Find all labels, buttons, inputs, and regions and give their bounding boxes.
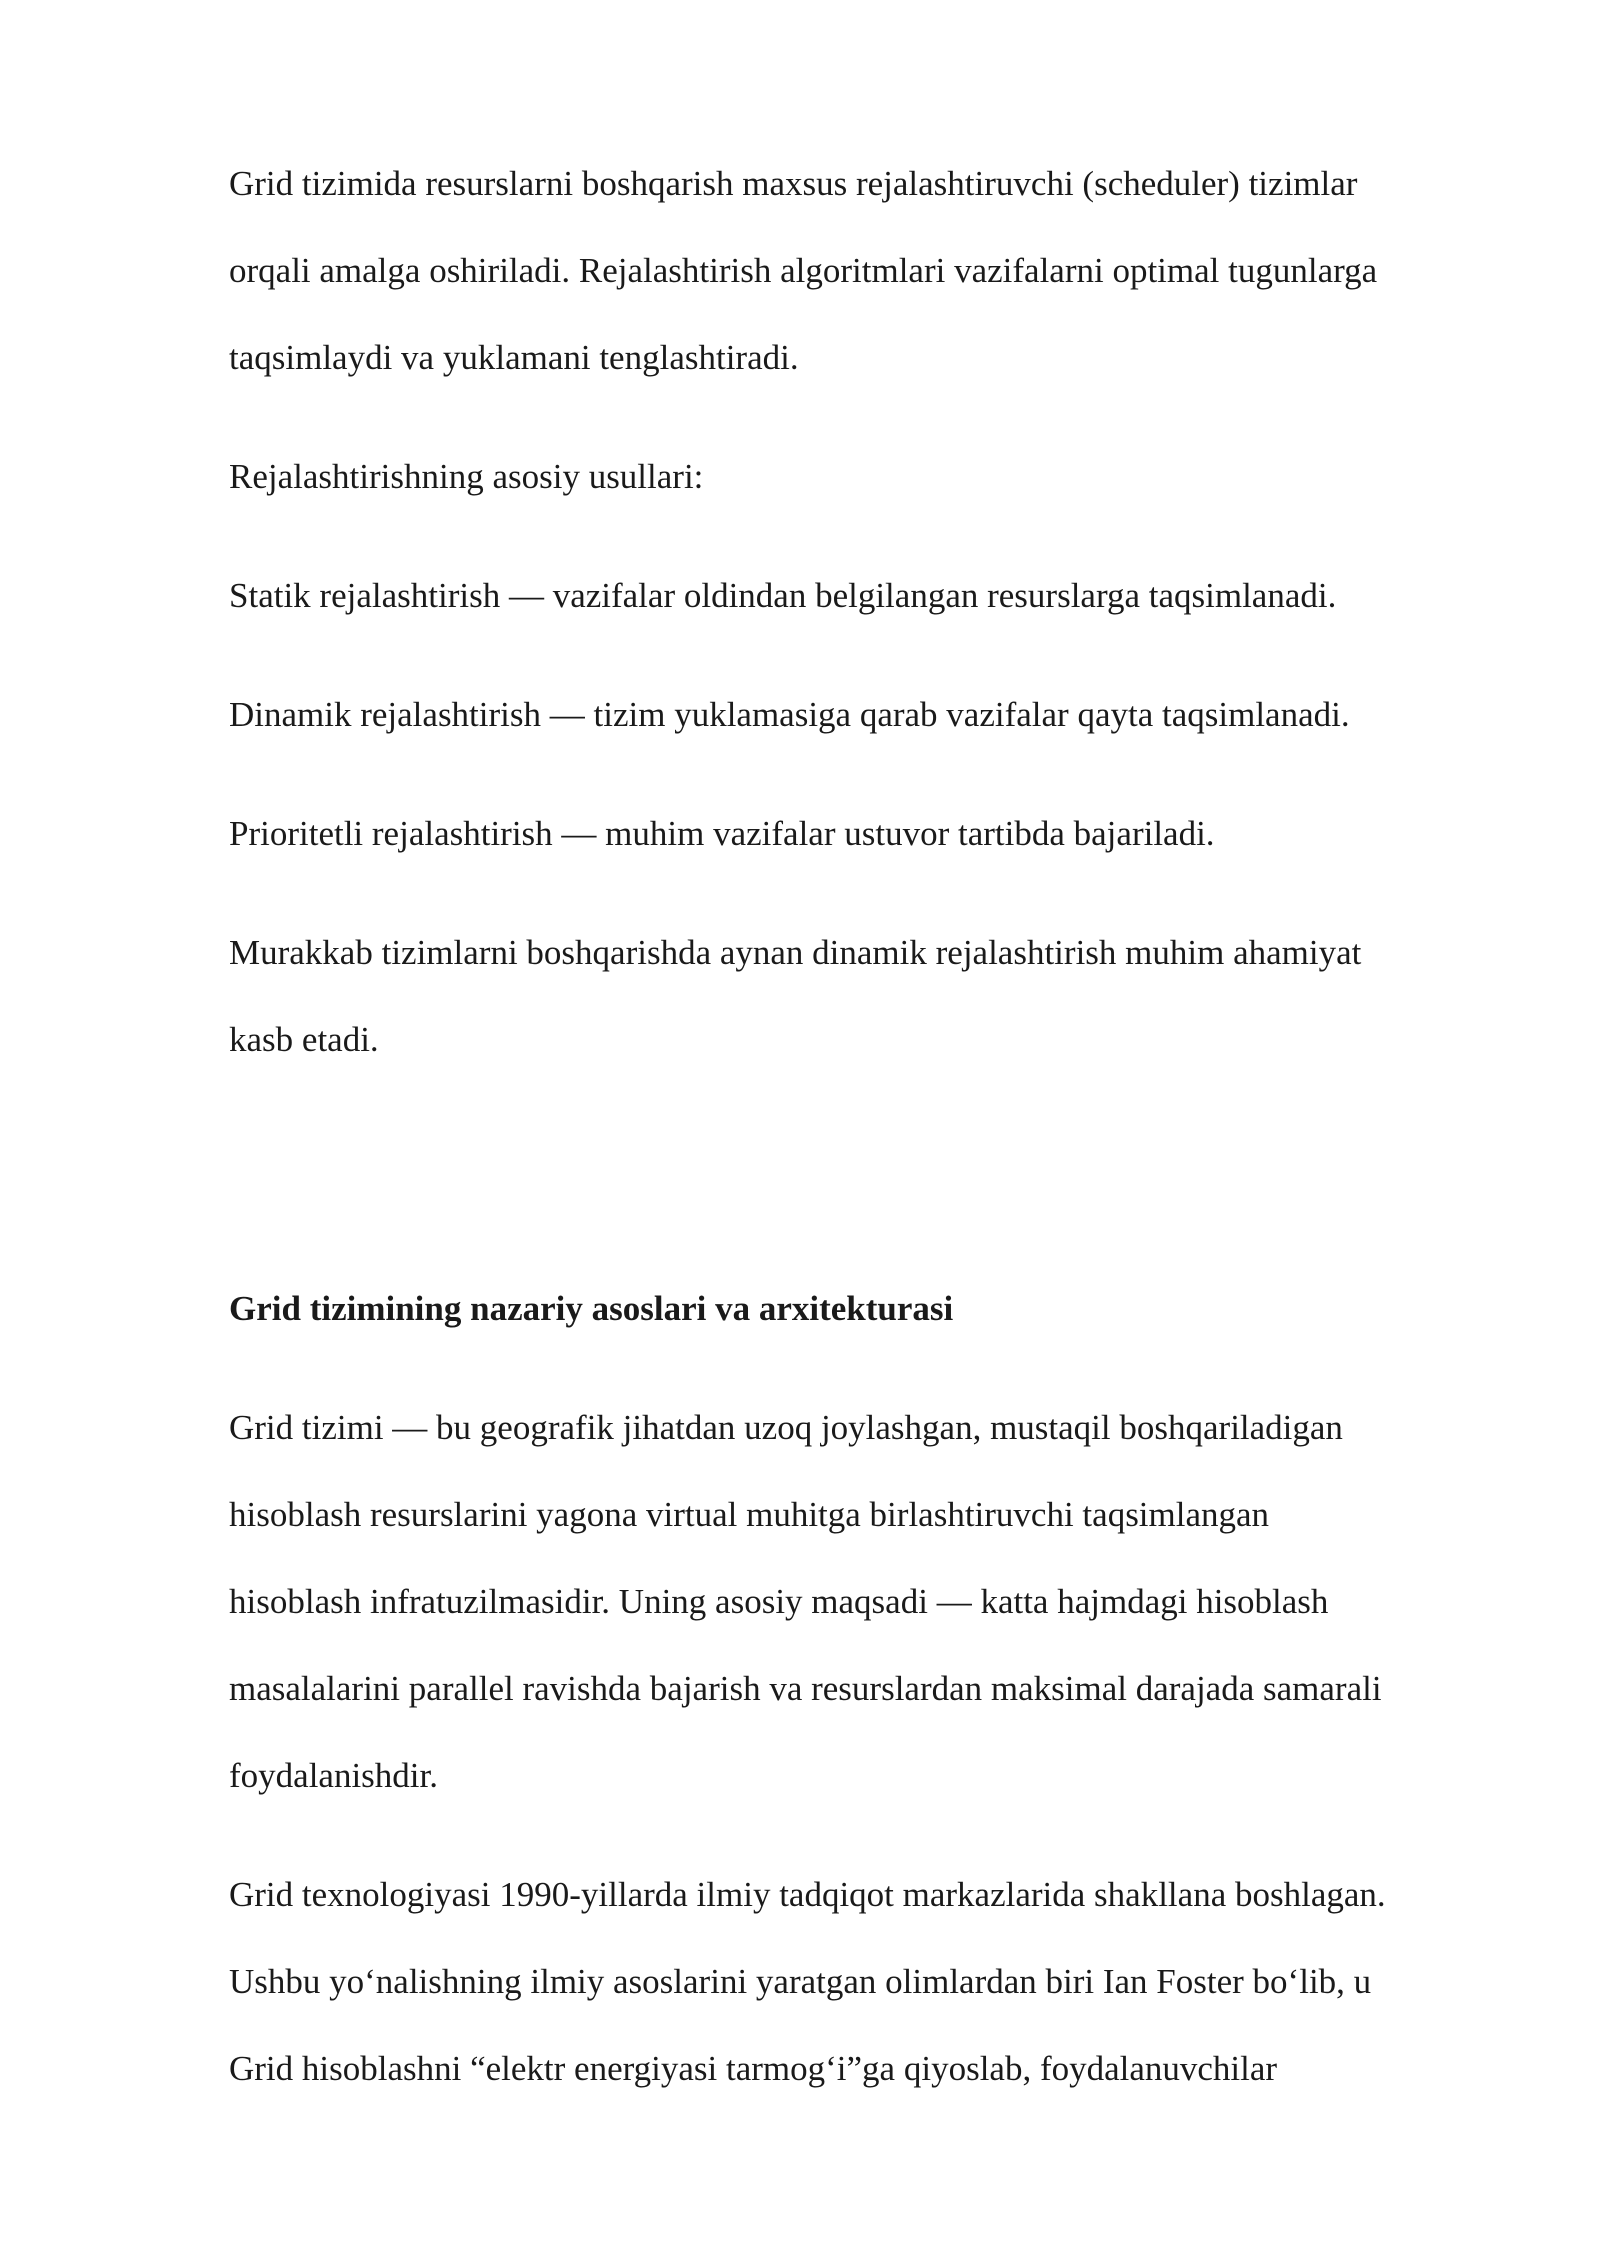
paragraph-complex-systems [229, 909, 1529, 1083]
text-line: Murakkab tizimlarni boshqarishda aynan dinamik rejalashtirish muhim ahamiyat [229, 933, 1362, 972]
paragraph-priority-scheduling [229, 790, 1529, 877]
text-line: hisoblash infratuzilmasidir. Uning asosiy maqsadi — katta hajmdagi hisoblash [229, 1582, 1329, 1621]
text-line: kasb etadi. [229, 1020, 379, 1059]
text-line: Prioritetli rejalashtirish — muhim vazifalar ustuvor tartibda bajariladi. [229, 814, 1215, 853]
text-line: Statik rejalashtirish — vazifalar oldindan belgilangan resurslarga taqsimlanadi. [229, 576, 1337, 615]
text-line: Rejalashtirishning asosiy usullari: [229, 457, 704, 496]
text-line: Grid texnologiyasi 1990-yillarda ilmiy tadqiqot markazlarida shakllana boshlagan. [229, 1875, 1386, 1914]
text-line: Dinamik rejalashtirish — tizim yuklamasiga qarab vazifalar qayta taqsimlanadi. [229, 695, 1350, 734]
paragraph-dynamic-scheduling [229, 671, 1529, 758]
paragraph-grid-history [229, 1851, 1529, 2112]
paragraph-resource-management [229, 140, 1529, 401]
text-line: Grid hisoblashni “elektr energiyasi tarmog‘i”ga qiyoslab, foydalanuvchilar [229, 2049, 1278, 2088]
document-page [229, 140, 1529, 2144]
text-line: orqali amalga oshiriladi. Rejalashtirish algoritmlari vazifalarni optimal tugunlarga [229, 251, 1378, 290]
section-spacer [229, 1115, 1529, 1265]
text-line: Grid tizimida resurslarni boshqarish maxsus rejalashtiruvchi (scheduler) tizimlar [229, 164, 1358, 203]
text-line: foydalanishdir. [229, 1756, 438, 1795]
text-line: hisoblash resurslarini yagona virtual muhitga birlashtiruvchi taqsimlangan [229, 1495, 1270, 1534]
paragraph-static-scheduling [229, 552, 1529, 639]
text-line: masalalarini parallel ravishda bajarish va resurslardan maksimal darajada samarali [229, 1669, 1382, 1708]
text-line: Ushbu yo‘nalishning ilmiy asoslarini yaratgan olimlardan biri Ian Foster bo‘lib, u [229, 1962, 1372, 2001]
paragraph-grid-definition [229, 1384, 1529, 1819]
paragraph-scheduling-methods-intro [229, 433, 1529, 520]
text-line: Grid tizimi — bu geografik jihatdan uzoq joylashgan, mustaqil boshqariladigan [229, 1408, 1343, 1447]
text-line: taqsimlaydi va yuklamani tenglashtiradi. [229, 338, 799, 377]
section-heading: Grid tizimining nazariy asoslari va arxitekturasi [229, 1289, 954, 1328]
